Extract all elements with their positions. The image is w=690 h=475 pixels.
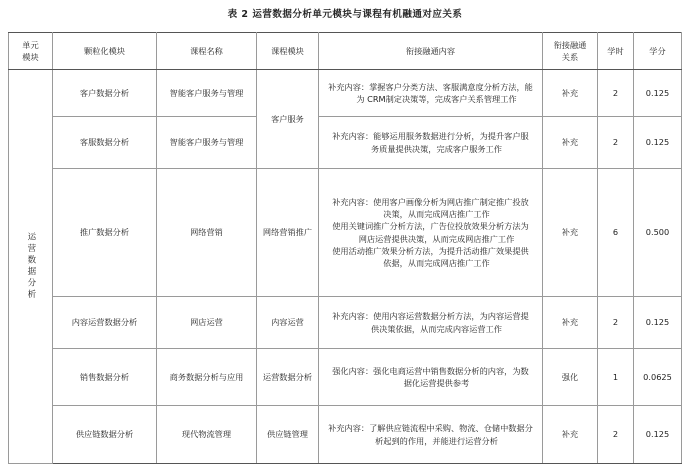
course-cell: 网络营销 [157,169,257,297]
content-cell [319,406,543,464]
granular-cell: 客户数据分析 [53,70,157,117]
granular-cell: 客服数据分析 [53,117,157,169]
content-line: 使用关键词推广分析方法，广告位投放效果分析方法为 [332,221,529,232]
course-module-cell: 供应链管理 [257,406,319,464]
course-cell: 商务数据分析与应用 [157,349,257,406]
header-course-module: 课程模块 [257,33,319,70]
header-integration-relation: 衔接融通 关系 [543,33,598,70]
course-module-cell: 运营数据分析 [257,349,319,406]
content-line: 决策，从而完成网店推广工作 [383,208,490,219]
content-cell [319,349,543,406]
relation-cell: 补充 [543,169,598,297]
course-mapping-table [8,32,682,464]
granular-cell: 推广数据分析 [53,169,157,297]
content-line: 补充内容：使用客户画像分析为网店推广制定推广投放 [332,196,529,207]
content-cell [319,169,543,297]
relation-cell: 强化 [543,349,598,406]
content-cell [319,70,543,117]
content-cell [319,117,543,169]
relation-cell: 补充 [543,297,598,349]
course-cell: 现代物流管理 [157,406,257,464]
unit-module-cell: 运营数据分析 [9,70,53,464]
content-cell [319,297,543,349]
credits-cell: 0.125 [634,406,682,464]
content-line: 务质量提供决策，完成客户服务工作 [370,143,502,154]
table-row [9,349,682,406]
table-row [9,70,682,117]
header-granular-module: 颗粒化模块 [53,33,157,70]
content-line: 使用活动推广效果分析方法，为提升活动推广效果提供 [332,245,529,256]
header-credits: 学分 [634,33,682,70]
relation-cell: 补充 [543,70,598,117]
relation-cell: 补充 [543,406,598,464]
content-line: 强化内容：强化电商运营中销售数据分析的内容，为数 [332,365,529,376]
course-cell: 智能客户服务与管理 [157,70,257,117]
header-hours: 学时 [598,33,634,70]
table-row [9,406,682,464]
course-module-cell: 网络营销推广 [257,169,319,297]
granular-cell: 供应链数据分析 [53,406,157,464]
content-line: 补充内容：了解供应链流程中采购、物流、仓储中数据分 [328,423,533,434]
content-line: 据化运营提供参考 [403,378,470,388]
relation-cell: 补充 [543,117,598,169]
credits-cell: 0.125 [634,297,682,349]
course-cell: 网店运营 [157,297,257,349]
hours-cell: 1 [598,349,634,406]
table-row [9,169,682,297]
table-row [9,297,682,349]
content-line: 析起到的作用，并能进行运营分析 [375,435,498,446]
content-line: 补充内容：掌握客户分类方法、客服满意度分析方法，能 [328,81,533,92]
granular-cell: 内容运营数据分析 [53,297,157,349]
course-cell: 智能客户服务与管理 [157,117,257,169]
content-line: 供决策依据，从而完成内容运营工作 [370,323,502,334]
content-line: 网店运营提供决策，从而完成网店推广工作 [358,233,515,244]
course-module-cell: 客户服务 [257,70,319,169]
credits-cell: 0.125 [634,70,682,117]
credits-cell: 0.0625 [634,349,682,406]
hours-cell: 2 [598,406,634,464]
hours-cell: 2 [598,297,634,349]
hours-cell: 6 [598,169,634,297]
credits-cell: 0.125 [634,117,682,169]
hours-cell: 2 [598,117,634,169]
content-line: 为 CRM制定决策等，完成客户关系管理工作 [356,94,517,104]
header-row [9,33,682,70]
granular-cell: 销售数据分析 [53,349,157,406]
header-unit-module: 单元 模块 [9,33,53,70]
content-line: 补充内容：使用内容运营数据分析方法，为内容运营提 [332,311,529,322]
content-line: 补充内容：能够运用服务数据进行分析，为提升客户服 [332,131,529,142]
table-row [9,117,682,169]
content-line: 依据，从而完成网店推广工作 [383,258,490,269]
hours-cell: 2 [598,70,634,117]
header-course-name: 课程名称 [157,33,257,70]
credits-cell: 0.500 [634,169,682,297]
header-integration-content: 衔接融通内容 [319,33,543,70]
course-module-cell: 内容运营 [257,297,319,349]
table-caption: 表 2 运营数据分析单元模块与课程有机融通对应关系 [227,9,463,20]
